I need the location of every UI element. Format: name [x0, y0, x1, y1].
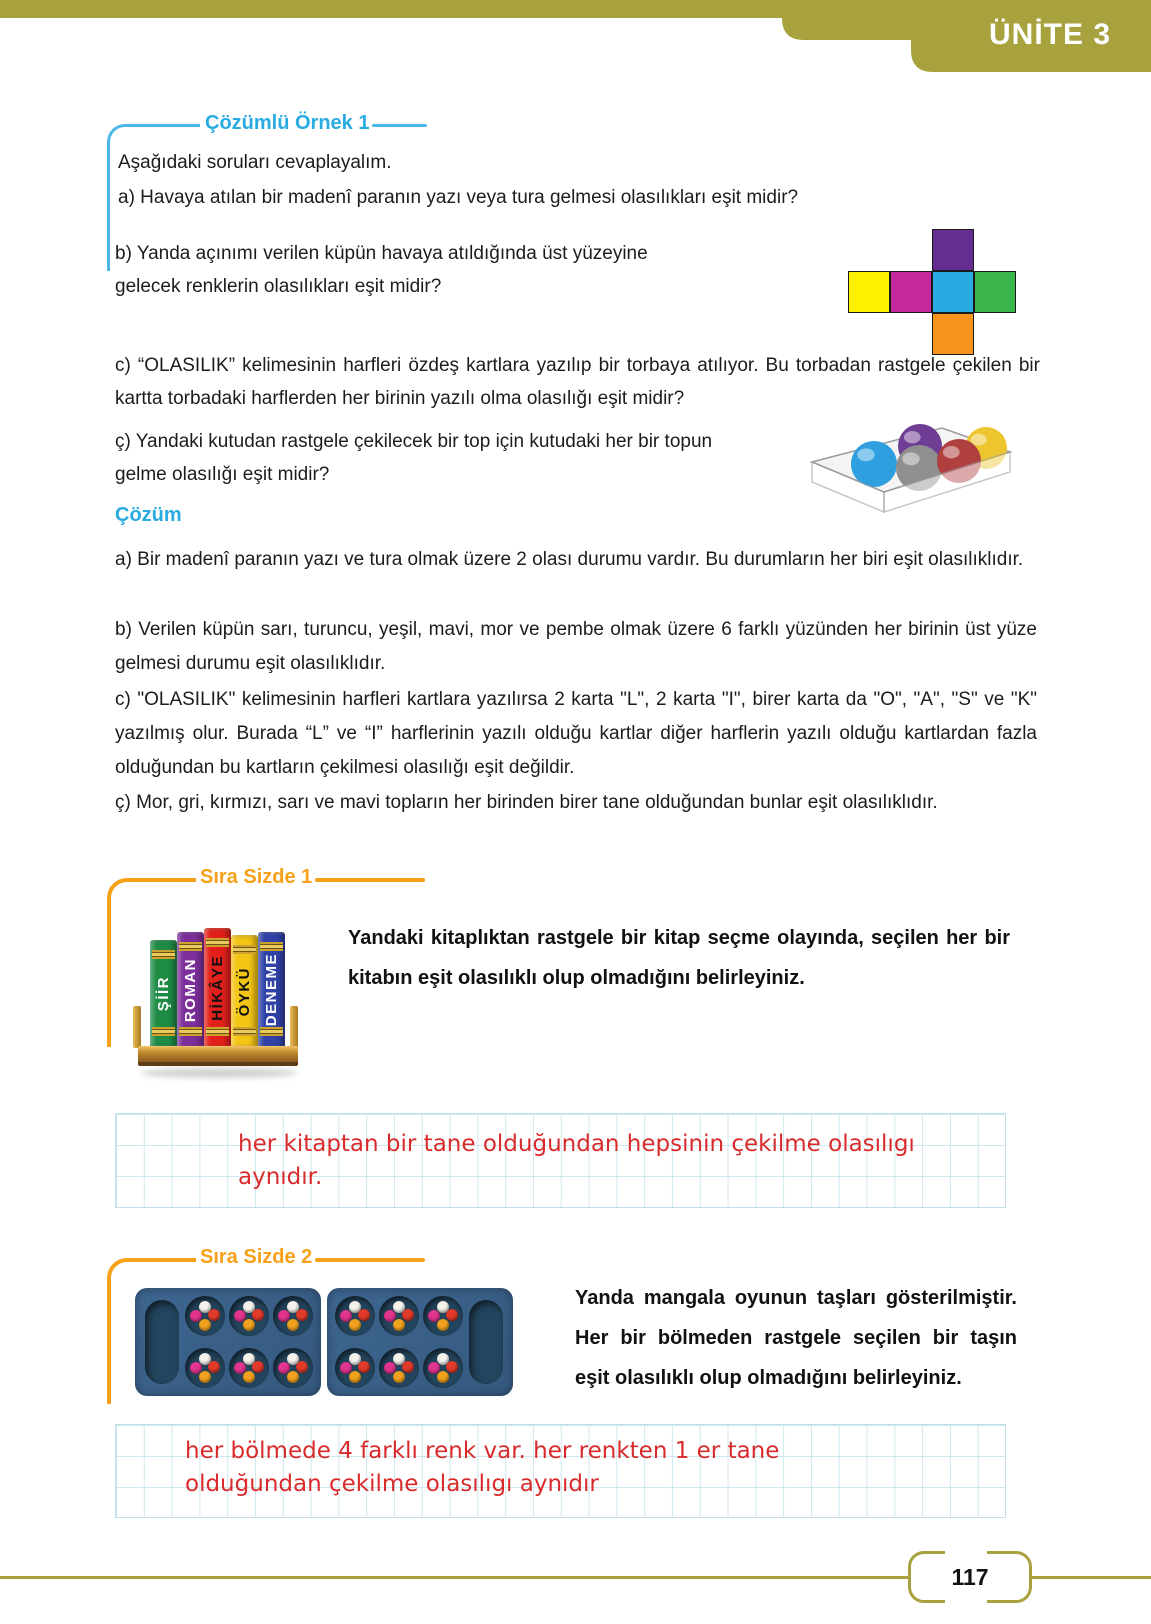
book-band-bottom: [260, 1027, 283, 1036]
mangala-pit: [423, 1348, 463, 1388]
book-title: HİKÂYE: [209, 955, 226, 1021]
sira2-question: Yanda mangala oyunun taşları gösterilmiştir. Her bir bölmeden rastgele seçilen bir taşın eşit olasılıklı olup olmadığını belirleyiniz.: [575, 1287, 1017, 1389]
cube-face-cyan: [932, 271, 974, 313]
bookshelf-image: [150, 928, 285, 1048]
book-title: ROMAN: [182, 957, 199, 1023]
mangala-stone: [199, 1371, 211, 1383]
mangala-stone: [402, 1361, 414, 1373]
mangala-stone: [243, 1319, 255, 1331]
mangala-stone: [446, 1361, 458, 1373]
mangala-pit: [379, 1296, 419, 1336]
page-number: 117: [951, 1563, 989, 1590]
book-band-top: [260, 942, 283, 951]
mangala-stone: [252, 1361, 264, 1373]
example-question-b-line2: gelecek renklerin olasılıkları eşit midir?: [115, 276, 442, 297]
cube-face-purple: [932, 229, 974, 271]
mangala-stone: [252, 1309, 264, 1321]
gray-ball-highlight: [902, 452, 919, 465]
mangala-store: [469, 1300, 503, 1384]
mangala-stone: [199, 1319, 211, 1331]
sira2-title: Sıra Sizde 2: [200, 1246, 313, 1268]
solution-d: ç) Mor, gri, kırmızı, sarı ve mavi topların her birinden birer tane olduğundan bunlar eşit olasılıklıdır.: [115, 792, 938, 813]
mangala-stone: [446, 1309, 458, 1321]
mangala-pit: [273, 1296, 313, 1336]
book-band-bottom: [152, 1027, 175, 1036]
mangala-pit: [273, 1348, 313, 1388]
mangala-pit: [229, 1296, 269, 1336]
example-question-a: a) Havaya atılan bir madenî paranın yazı veya tura gelmesi olasılıkları eşit midir?: [118, 187, 799, 208]
mangala-stone: [437, 1371, 449, 1383]
cube-face-magenta: [890, 271, 932, 313]
solution-a: a) Bir madenî paranın yazı ve tura olmak üzere 2 olası durumu vardır. Bu durumların her biri eşit olasılıklıdır.: [115, 549, 1024, 570]
blue-ball: [851, 441, 897, 487]
mangala-store: [145, 1300, 179, 1384]
answer1-line1: her kitaptan bir tane olduğundan hepsinin çekilme olasılıgı: [238, 1131, 915, 1157]
purple-ball-highlight: [904, 431, 921, 443]
book-band-bottom: [206, 1027, 229, 1036]
book-band-bottom: [179, 1027, 202, 1036]
example-question-d-line2: gelme olasılığı eşit midir?: [115, 464, 330, 485]
mangala-stone: [358, 1361, 370, 1373]
mangala-half-1: [135, 1288, 321, 1396]
mangala-stone: [243, 1371, 255, 1383]
mangala-pit: [335, 1348, 375, 1388]
sira1-question: Yandaki kitaplıktan rastgele bir kitap seçme olayında, seçilen her bir kitabın eşit olasılıklı olup olmadığını belirleyiniz.: [348, 927, 1010, 989]
book-title: ÖYKÜ: [236, 966, 253, 1017]
book-band-top: [233, 945, 256, 954]
cube-net-image: [848, 229, 1016, 355]
book-spine-2: [177, 932, 204, 1048]
mangala-stone: [296, 1309, 308, 1321]
mangala-stone: [349, 1371, 361, 1383]
capsule-notch-top: [945, 1548, 987, 1556]
answer2-line2: olduğundan çekilme olasılıgı aynıdır: [185, 1471, 599, 1497]
book-title: DENEME: [263, 953, 280, 1027]
book-spine-5: [258, 932, 285, 1048]
example-title: Çözümlü Örnek 1: [205, 112, 370, 134]
mangala-pit: [185, 1348, 225, 1388]
mangala-stone: [358, 1309, 370, 1321]
book-band-top: [179, 942, 202, 951]
page-number-capsule: [908, 1551, 1032, 1603]
shelf-post-right: [290, 1006, 298, 1048]
mangala-stone: [287, 1319, 299, 1331]
mangala-pit: [423, 1296, 463, 1336]
mangala-board-image: [135, 1288, 513, 1396]
example-question-b-line1: b) Yanda açınımı verilen küpün havaya atıldığında üst yüzeyine: [115, 243, 648, 264]
mangala-stone: [296, 1361, 308, 1373]
example-question-b: [115, 237, 815, 303]
answer2-line1: her bölmede 4 farklı renk var. her renkten 1 er tane: [185, 1438, 780, 1464]
mangala-stone: [393, 1319, 405, 1331]
mangala-pit: [229, 1348, 269, 1388]
red-ball-highlight: [943, 446, 960, 458]
mangala-pit: [335, 1296, 375, 1336]
mangala-pit: [185, 1296, 225, 1336]
book-spine-1: [150, 940, 177, 1048]
example-intro: Aşağıdaki soruları cevaplayalım.: [118, 152, 392, 173]
mangala-stone: [287, 1371, 299, 1383]
unit-label: ÜNİTE 3: [988, 18, 1112, 51]
sira1-title: Sıra Sizde 1: [200, 866, 313, 888]
mangala-stone: [208, 1309, 220, 1321]
example-question-c: c) “OLASILIK” kelimesinin harfleri özdeş kartlara yazılıp bir torbaya atılıyor. Bu torbadan rastgele çekilen bir kartta torbadaki harflerden her birinin yazılı olma olasılığı eşit midir?: [115, 355, 1040, 409]
mangala-stone: [393, 1371, 405, 1383]
blue-ball-highlight: [857, 448, 874, 461]
mangala-pit: [379, 1348, 419, 1388]
cube-face-green: [974, 271, 1016, 313]
mangala-stone: [208, 1361, 220, 1373]
book-spine-4: [231, 935, 258, 1048]
book-band-top: [152, 950, 175, 959]
book-spine-3: [204, 928, 231, 1048]
book-band-bottom: [233, 1027, 256, 1036]
example-title-dash: [372, 124, 427, 127]
solution-c: c) "OLASILIK" kelimesinin harfleri kartlara yazılırsa 2 karta "L", 2 karta "I", birer karta da "O", "A", "S" ve "K" yazılmış olur. Burada “L” ve “I” harflerinin yazılı olduğu kartlar diğer harflerin yazılı olduğu kartlardan fazla olduğundan bu kartların çekilmesi olasılığı eşit değildir.: [115, 689, 1037, 778]
example-question-d-line1: ç) Yandaki kutudan rastgele çekilecek bir top için kutudaki her bir topun: [115, 431, 713, 452]
solution-title: Çözüm: [115, 504, 182, 526]
answer1-line2: aynıdır.: [238, 1164, 323, 1190]
balls-tray-image: [802, 398, 1017, 516]
mangala-stone: [349, 1319, 361, 1331]
example-question-d: [115, 425, 815, 491]
mangala-stone: [437, 1319, 449, 1331]
yellow-ball-highlight: [971, 434, 987, 446]
mangala-half-2: [327, 1288, 513, 1396]
shelf-post-left: [133, 1006, 141, 1048]
cube-face-yellow: [848, 271, 890, 313]
shelf-shadow: [140, 1068, 298, 1078]
book-band-top: [206, 938, 229, 947]
sira1-title-dash: [315, 878, 425, 882]
capsule-notch-bottom: [945, 1598, 987, 1606]
mangala-stone: [402, 1309, 414, 1321]
sira2-title-dash: [315, 1258, 425, 1262]
shelf-board: [138, 1046, 298, 1066]
book-title: ŞİİR: [155, 976, 172, 1012]
solution-b: b) Verilen küpün sarı, turuncu, yeşil, mavi, mor ve pembe olmak üzere 6 farklı yüzünden her birinin üst yüze gelmesi durumu eşit olasılıklıdır.: [115, 619, 1037, 674]
